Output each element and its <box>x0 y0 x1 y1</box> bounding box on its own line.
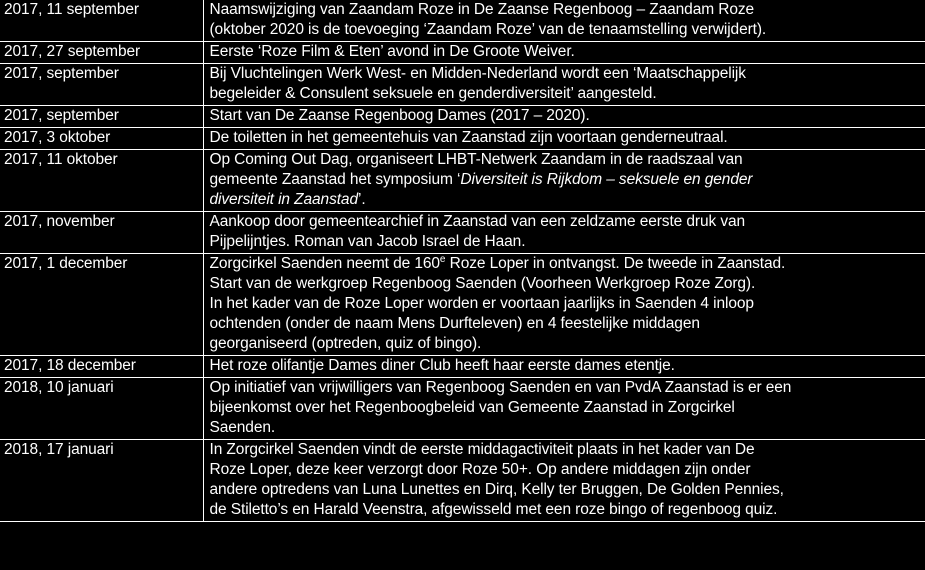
symposium-title: Diversiteit is Rijkdom – seksuele en gender <box>460 171 753 188</box>
description-line: In het kader van de Roze Loper worden er voortaan jaarlijks in Saenden 4 inloop <box>209 295 754 312</box>
table-row <box>0 150 925 212</box>
description-line: Op initiatief van vrijwilligers van Regenboog Saenden en van PvdA Zaanstad is er een <box>209 379 792 396</box>
date-cell: 2017, 27 september <box>0 42 203 64</box>
description-text: gemeente Zaanstad het symposium ‘ <box>209 171 461 188</box>
description-cell <box>203 212 925 254</box>
description-line: de Stiletto’s en Harald Veenstra, afgewisseld met een roze bingo of regenboog quiz. <box>209 501 778 518</box>
table-row <box>0 42 925 64</box>
description-line: In Zorgcirkel Saenden vindt de eerste middagactiviteit plaats in het kader van De <box>209 441 755 458</box>
date-cell: 2017, 11 oktober <box>0 150 203 212</box>
date-cell: 2018, 10 januari <box>0 378 203 440</box>
description-line: Start van de werkgroep Regenboog Saenden (Voorheen Werkgroep Roze Zorg). <box>209 275 756 292</box>
description-line: georganiseerd (optreden, quiz of bingo). <box>209 335 482 352</box>
description-line: Bij Vluchtelingen Werk West- en Midden-Nederland wordt een ‘Maatschappelijk <box>209 65 746 82</box>
description-line: andere optredens van Luna Lunettes en Dirq, Kelly ter Bruggen, De Golden Pennies, <box>209 481 784 498</box>
table-row <box>0 64 925 106</box>
description-line: Roze Loper, deze keer verzorgt door Roze 50+. Op andere middagen zijn onder <box>209 461 751 478</box>
description-line: Naamswijziging van Zaandam Roze in De Zaanse Regenboog – Zaandam Roze <box>209 1 755 18</box>
date-cell: 2017, november <box>0 212 203 254</box>
date-cell: 2017, 1 december <box>0 254 203 356</box>
table-row <box>0 254 925 356</box>
date-cell: 2018, 17 januari <box>0 440 203 522</box>
description-cell <box>203 378 925 440</box>
description-line: Saenden. <box>209 419 276 436</box>
table-row <box>0 128 925 150</box>
table-row <box>0 106 925 128</box>
date-cell: 2017, september <box>0 64 203 106</box>
description-line: Op Coming Out Dag, organiseert LHBT-Netwerk Zaandam in de raadszaal van <box>209 151 743 168</box>
description-text: ’. <box>357 191 366 208</box>
description-line: (oktober 2020 is de toevoeging ‘Zaandam Roze’ van de tenaamstelling verwijdert). <box>209 21 767 38</box>
description-line: begeleider & Consulent seksuele en genderdiversiteit’ aangesteld. <box>209 85 657 102</box>
table-row <box>0 0 925 42</box>
symposium-title-cont: diversiteit in Zaanstad <box>209 191 358 208</box>
description-line <box>210 170 925 190</box>
table-row <box>0 212 925 254</box>
date-cell: 2017, 3 oktober <box>0 128 203 150</box>
description-cell <box>203 356 925 378</box>
description-line: ochtenden (onder de naam Mens Durfteleven) en 4 feestelijke middagen <box>209 315 700 332</box>
description-cell <box>203 440 925 522</box>
description-cell <box>203 254 925 356</box>
description-line <box>210 254 925 274</box>
ordinal-superscript: e <box>439 253 446 265</box>
date-cell: 2017, 18 december <box>0 356 203 378</box>
table-row <box>0 440 925 522</box>
description-line: Pijpelijntjes. Roman van Jacob Israel de Haan. <box>209 233 526 250</box>
description-line: De toiletten in het gemeentehuis van Zaanstad zijn voortaan genderneutraal. <box>209 129 728 146</box>
description-line: Start van De Zaanse Regenboog Dames (2017 – 2020). <box>209 107 590 124</box>
description-cell <box>203 106 925 128</box>
description-cell <box>203 128 925 150</box>
description-line: bijeenkomst over het Regenboogbeleid van Gemeente Zaanstad in Zorgcirkel <box>209 399 735 416</box>
date-cell: 2017, 11 september <box>0 0 203 42</box>
description-line: Eerste ‘Roze Film & Eten’ avond in De Groote Weiver. <box>209 43 575 60</box>
date-cell: 2017, september <box>0 106 203 128</box>
table-row <box>0 378 925 440</box>
description-text: Roze Loper in ontvangst. De tweede in Zaanstad. <box>445 255 786 272</box>
description-line: Het roze olifantje Dames diner Club heeft haar eerste dames etentje. <box>209 357 675 374</box>
description-text: Zorgcirkel Saenden neemt de 160 <box>209 255 440 272</box>
description-cell <box>203 0 925 42</box>
description-cell <box>203 42 925 64</box>
description-cell <box>203 150 925 212</box>
description-line: Aankoop door gemeentearchief in Zaanstad van een zeldzame eerste druk van <box>209 213 746 230</box>
description-line <box>210 190 925 210</box>
description-cell <box>203 64 925 106</box>
table-row <box>0 356 925 378</box>
